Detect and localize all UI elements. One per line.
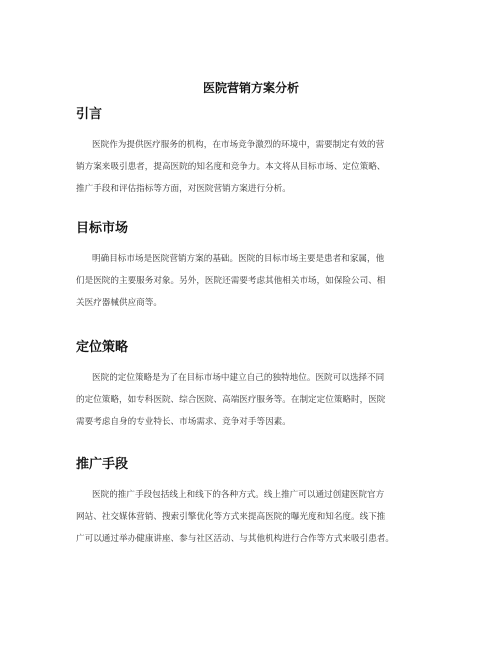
section-heading-introduction: 引言: [76, 107, 103, 122]
section-paragraph-promotion: [76, 484, 436, 550]
paragraph-line: 需要考虑自身的专业特长、市场需求、竞争对手等因素。: [76, 417, 291, 427]
paragraph-line: 的定位策略，如专科医院、综合医院、高端医疗服务等。在制定定位策略时，医院: [76, 395, 386, 405]
paragraph-line: 关医疗器械供应商等。: [76, 298, 162, 308]
paragraph-line: 医院的推广手段包括线上和线下的各种方式。线上推广可以通过创建医院官方: [92, 490, 385, 500]
paragraph-line: 广可以通过举办健康讲座、参与社区活动、与其他机构进行合作等方式来吸引患者。: [76, 534, 394, 544]
paragraph-line: 推广手段和评估指标等方面，对医院营销方案进行分析。: [76, 184, 291, 194]
paragraph-line: 们是医院的主要服务对象。另外，医院还需要考虑其他相关市场，如保险公司、相: [76, 276, 386, 286]
paragraph-line: 网站、社交媒体营销、搜索引擎优化等方式来提高医院的曝光度和知名度。线下推: [76, 512, 386, 522]
section-heading-positioning: 定位策略: [76, 340, 129, 355]
section-paragraph-target-market: [76, 248, 436, 314]
section-heading-target-market: 目标市场: [76, 221, 129, 236]
section-paragraph-introduction: [76, 134, 436, 200]
paragraph-line: 医院的定位策略是为了在目标市场中建立自己的独特地位。医院可以选择不同: [92, 373, 385, 383]
paragraph-line: 销方案来吸引患者，提高医院的知名度和竞争力。本文将从目标市场、定位策略、: [76, 162, 386, 172]
section-paragraph-positioning: [76, 367, 436, 433]
paragraph-line: 明确目标市场是医院营销方案的基础。医院的目标市场主要是患者和家属，他: [92, 254, 385, 264]
document-title: 医院营销方案分析: [202, 81, 299, 95]
paragraph-line: 医院作为提供医疗服务的机构，在市场竞争激烈的环境中，需要制定有效的营: [92, 140, 385, 150]
section-heading-promotion: 推广手段: [76, 457, 129, 472]
